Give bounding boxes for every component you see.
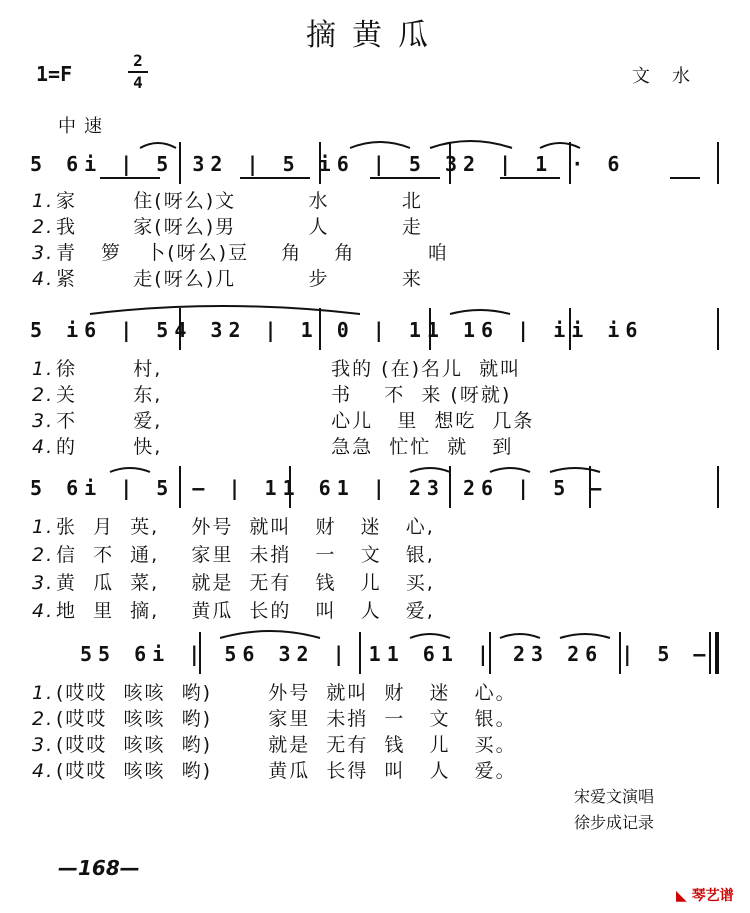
tempo-marking: 中速 (58, 116, 110, 137)
lyric-text: (哎哎 咳咳 哟) 外号 就叫 财 迷 心。 (56, 682, 517, 704)
lyric-text: 关 东, 书 不 来 (呀就) (56, 384, 512, 406)
lyric-line (32, 568, 732, 595)
lyric-text: (哎哎 咳咳 哟) 就是 无有 钱 儿 买。 (56, 734, 517, 756)
lyric-text: 我 家(呀么)男 人 走 (56, 216, 423, 238)
song-title: 摘黄瓜 (306, 18, 444, 53)
meter-top: 2 (133, 51, 143, 70)
meter-bottom: 4 (133, 73, 143, 92)
lyric-line (32, 186, 732, 213)
notes: 5 6i | 5 32 | 5 i6 | 5 32 | 1 · 6 (30, 152, 626, 176)
page-number: —168— (58, 856, 140, 880)
lyric-text: 黄 瓜 菜, 就是 无有 钱 儿 买, (56, 572, 435, 594)
lyric-line (32, 380, 732, 407)
lyric-line (32, 354, 732, 381)
lyric-text: 张 月 英, 外号 就叫 财 迷 心, (56, 516, 435, 538)
lyric-line (32, 212, 732, 239)
verse-number: 2. (32, 708, 55, 730)
verse-number: 2. (32, 384, 55, 406)
lyric-text: 徐 村, 我的 (在)名儿 就叫 (56, 358, 522, 380)
notes: 5 i6 | 54 32 | 1 0 | 11 16 | ii i6 (30, 318, 644, 342)
verse-number: 4. (32, 268, 55, 290)
lyric-line (32, 596, 732, 623)
notation-line-2 (30, 304, 720, 360)
lyric-text: 家 住(呀么)文 水 北 (56, 190, 423, 212)
verse-number: 3. (32, 572, 55, 594)
notation-line-3 (30, 462, 720, 518)
verse-number: 1. (32, 190, 55, 212)
lyric-text: 紧 走(呀么)几 步 来 (56, 268, 423, 290)
verse-number: 1. (32, 682, 55, 704)
lyric-line (32, 678, 732, 705)
lyric-text: (哎哎 咳咳 哟) 黄瓜 长得 叫 人 爱。 (56, 760, 517, 782)
notation-line-4 (80, 628, 720, 684)
singer-credit: 宋爱文演唱 (574, 787, 655, 806)
author: 文水 (632, 66, 712, 87)
verse-number: 2. (32, 544, 55, 566)
verse-number: 3. (32, 242, 55, 264)
verse-number: 1. (32, 358, 55, 380)
time-signature (128, 52, 148, 92)
watermark-text: 琴艺谱 (691, 888, 734, 904)
verse-number: 4. (32, 600, 55, 622)
lyric-line (32, 730, 732, 757)
lyric-text: 青 箩 卜(呀么)豆 角 角 咱 (56, 242, 449, 264)
verse-number: 2. (32, 216, 55, 238)
lyric-line (32, 264, 732, 291)
lyric-text: 不 爱, 心儿 里 想吃 几条 (56, 410, 535, 432)
recorder-credit: 徐步成记录 (574, 813, 655, 832)
lyric-line (32, 406, 732, 433)
watermark-logo (676, 885, 734, 905)
lyric-text: (哎哎 咳咳 哟) 家里 未捎 一 文 银。 (56, 708, 517, 730)
verse-number: 1. (32, 516, 55, 538)
verse-number: 4. (32, 436, 55, 458)
lyric-text: 地 里 摘, 黄瓜 长的 叫 人 爱, (56, 600, 435, 622)
lyric-text: 信 不 通, 家里 未捎 一 文 银, (56, 544, 435, 566)
logo-icon: ◣ (676, 888, 692, 904)
verse-number: 4. (32, 760, 55, 782)
verse-number: 3. (32, 410, 55, 432)
key-signature: 1=F (36, 62, 73, 86)
lyric-line (32, 540, 732, 567)
notes: 5 6i | 5 — | 11 61 | 23 26 | 5 — (30, 476, 608, 500)
lyric-line (32, 512, 732, 539)
verse-number: 3. (32, 734, 55, 756)
notes: 55 6i | 56 32 | 11 61 | 23 26 | 5 — (80, 642, 712, 666)
lyric-line (32, 756, 732, 783)
lyric-text: 的 快, 急急 忙忙 就 到 (56, 436, 514, 458)
lyric-line (32, 704, 732, 731)
lyric-line (32, 238, 732, 265)
lyric-line (32, 432, 732, 459)
